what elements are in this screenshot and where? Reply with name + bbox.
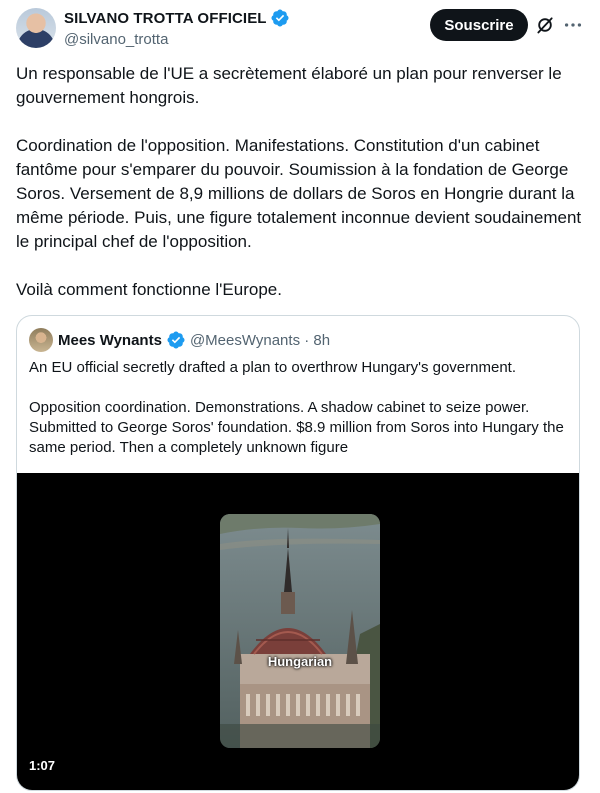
tweet-body bbox=[16, 62, 582, 326]
video-thumbnail[interactable] bbox=[220, 514, 380, 748]
quoted-tweet[interactable] bbox=[16, 315, 580, 791]
quoted-author-avatar bbox=[29, 328, 53, 352]
tweet-paragraph: Coordination de l'opposition. Manifestations. Constitution d'un cabinet fantôme pour s'emparer du pouvoir. Soumission à la fondation de George Soros. Versement de 8,9 millions de dollars de Soros en Hongrie durant la même période. Puis, une figure totalement inconnue devient soudainement le principal chef de l'opposition. bbox=[16, 136, 582, 251]
tweet-paragraph: Un responsable de l'UE a secrètement élaboré un plan pour renverser le gouvernement hongrois. bbox=[16, 64, 562, 107]
video-duration: 1:07 bbox=[29, 758, 56, 773]
quoted-author-handle: @MeesWynants · 8h bbox=[189, 331, 331, 349]
tweet-header bbox=[0, 0, 600, 56]
quoted-author-name: Mees Wynants bbox=[58, 331, 162, 349]
video-caption: Hungarian bbox=[267, 654, 333, 669]
author-display-name[interactable]: SILVANO TROTTA OFFICIEL bbox=[64, 9, 267, 27]
author-handle[interactable]: @silvano_trotta bbox=[64, 31, 169, 48]
author-name-row bbox=[64, 9, 289, 27]
more-icon[interactable] bbox=[562, 14, 584, 36]
quoted-paragraph: An EU official secretly drafted a plan to overthrow Hungary's government. bbox=[29, 359, 516, 376]
parliament-image bbox=[220, 514, 380, 748]
quoted-tweet-body bbox=[29, 358, 569, 478]
subscribe-button[interactable]: Souscrire bbox=[430, 9, 528, 41]
tweet-paragraph: Voilà comment fonctionne l'Europe. bbox=[16, 280, 282, 299]
verified-badge-icon bbox=[167, 331, 185, 349]
verified-badge-icon[interactable] bbox=[271, 9, 289, 27]
quoted-paragraph: Opposition coordination. Demonstrations. A shadow cabinet to seize power. Submitted to George Soros' foundation. $8.9 million from Soros into Hungary the same period. Then a completely unknown figure bbox=[29, 399, 564, 456]
video-player[interactable] bbox=[17, 473, 579, 790]
quoted-tweet-header bbox=[29, 328, 330, 352]
grok-icon[interactable] bbox=[535, 15, 555, 35]
author-avatar[interactable] bbox=[16, 8, 56, 48]
